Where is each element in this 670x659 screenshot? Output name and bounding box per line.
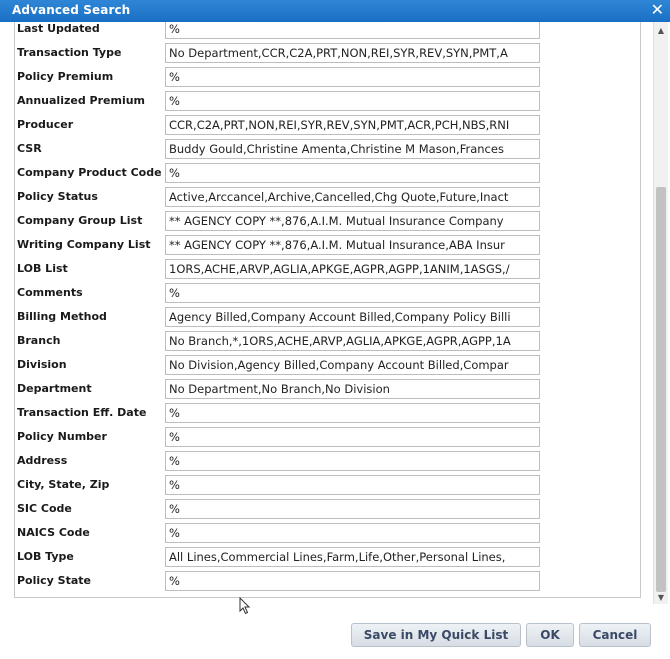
field-label: LOB Type (17, 550, 74, 563)
field-label: City, State, Zip (17, 478, 110, 491)
field-label: Billing Method (17, 310, 107, 323)
policy-number-input[interactable]: % (165, 427, 540, 447)
city-state-zip-input[interactable]: % (165, 475, 540, 495)
division-input[interactable]: No Division,Agency Billed,Company Account Billed,Compar (165, 355, 540, 375)
field-row-division (15, 354, 640, 376)
field-row-comments (15, 282, 640, 304)
cancel-button[interactable]: Cancel (579, 623, 651, 647)
ok-button[interactable]: OK (526, 623, 574, 647)
search-fields-panel (14, 22, 641, 598)
field-row-lob-list (15, 258, 640, 280)
company-group-list-input[interactable]: ** AGENCY COPY **,876,A.I.M. Mutual Insurance Company (165, 211, 540, 231)
billing-method-input[interactable]: Agency Billed,Company Account Billed,Company Policy Billi (165, 307, 540, 327)
dialog-titlebar (0, 0, 670, 22)
writing-company-list-input[interactable]: ** AGENCY COPY **,876,A.I.M. Mutual Insurance,ABA Insur (165, 235, 540, 255)
field-label: Policy Number (17, 430, 107, 443)
field-row-policy-status (15, 186, 640, 208)
field-label: Policy Premium (17, 70, 114, 83)
field-row-address (15, 450, 640, 472)
transaction-type-input[interactable]: No Department,CCR,C2A,PRT,NON,REI,SYR,REV,SYN,PMT,A (165, 43, 540, 63)
company-product-code-input[interactable]: % (165, 163, 540, 183)
field-row-policy-number (15, 426, 640, 448)
field-row-transaction-eff-date (15, 402, 640, 424)
transaction-eff-date-input[interactable]: % (165, 403, 540, 423)
field-row-annualized-premium (15, 90, 640, 112)
vertical-scrollbar[interactable] (653, 22, 668, 604)
lob-list-input[interactable]: 1ORS,ACHE,ARVP,AGLIA,APKGE,AGPR,AGPP,1ANIM,1ASGS,/ (165, 259, 540, 279)
field-row-department (15, 378, 640, 400)
field-label: Company Product Code (17, 166, 162, 179)
field-label: NAICS Code (17, 526, 90, 539)
field-row-producer (15, 114, 640, 136)
field-label: Department (17, 382, 92, 395)
field-row-branch (15, 330, 640, 352)
csr-input[interactable]: Buddy Gould,Christine Amenta,Christine M Mason,Frances (165, 139, 540, 159)
field-label: Division (17, 358, 67, 371)
department-input[interactable]: No Department,No Branch,No Division (165, 379, 540, 399)
field-label: Branch (17, 334, 61, 347)
field-row-company-product-code (15, 162, 640, 184)
field-label: CSR (17, 142, 42, 155)
field-row-sic-code (15, 498, 640, 520)
save-quick-list-button[interactable]: Save in My Quick List (351, 623, 521, 647)
field-label: Annualized Premium (17, 94, 146, 107)
field-row-naics-code (15, 522, 640, 544)
comments-input[interactable]: % (165, 283, 540, 303)
field-row-writing-company-list (15, 234, 640, 256)
dialog-title: Advanced Search (12, 3, 131, 17)
close-icon[interactable]: ✕ (650, 0, 664, 19)
field-row-company-group-list (15, 210, 640, 232)
field-row-billing-method (15, 306, 640, 328)
policy-state-input[interactable]: % (165, 571, 540, 591)
field-label: Address (17, 454, 68, 467)
field-label: Writing Company List (17, 238, 151, 251)
field-label: Producer (17, 118, 74, 131)
naics-code-input[interactable]: % (165, 523, 540, 543)
mouse-pointer-icon (239, 597, 251, 615)
policy-premium-input[interactable]: % (165, 67, 540, 87)
scroll-up-arrow-icon[interactable]: ▲ (657, 26, 665, 35)
branch-input[interactable]: No Branch,*,1ORS,ACHE,ARVP,AGLIA,APKGE,AGPR,AGPP,1A (165, 331, 540, 351)
field-row-policy-state (15, 570, 640, 592)
policy-status-input[interactable]: Active,Arccancel,Archive,Cancelled,Chg Quote,Future,Inact (165, 187, 540, 207)
address-input[interactable]: % (165, 451, 540, 471)
last-updated-input[interactable]: % (165, 22, 540, 39)
field-row-city-state-zip (15, 474, 640, 496)
field-label: Company Group List (17, 214, 143, 227)
field-label: Last Updated (17, 22, 100, 35)
field-row-last-updated (15, 22, 640, 40)
lob-type-input[interactable]: All Lines,Commercial Lines,Farm,Life,Other,Personal Lines, (165, 547, 540, 567)
field-row-policy-premium (15, 66, 640, 88)
field-label: Comments (17, 286, 83, 299)
field-label: Transaction Eff. Date (17, 406, 147, 419)
scrollbar-thumb[interactable] (656, 187, 666, 592)
field-label: Policy State (17, 574, 92, 587)
field-row-transaction-type (15, 42, 640, 64)
field-label: Transaction Type (17, 46, 122, 59)
field-row-lob-type (15, 546, 640, 568)
field-label: SIC Code (17, 502, 72, 515)
scroll-down-arrow-icon[interactable]: ▼ (657, 593, 665, 602)
producer-input[interactable]: CCR,C2A,PRT,NON,REI,SYR,REV,SYN,PMT,ACR,PCH,NBS,RNI (165, 115, 540, 135)
field-row-csr (15, 138, 640, 160)
field-label: LOB List (17, 262, 68, 275)
field-label: Policy Status (17, 190, 98, 203)
sic-code-input[interactable]: % (165, 499, 540, 519)
dialog-footer (0, 605, 670, 659)
annualized-premium-input[interactable]: % (165, 91, 540, 111)
